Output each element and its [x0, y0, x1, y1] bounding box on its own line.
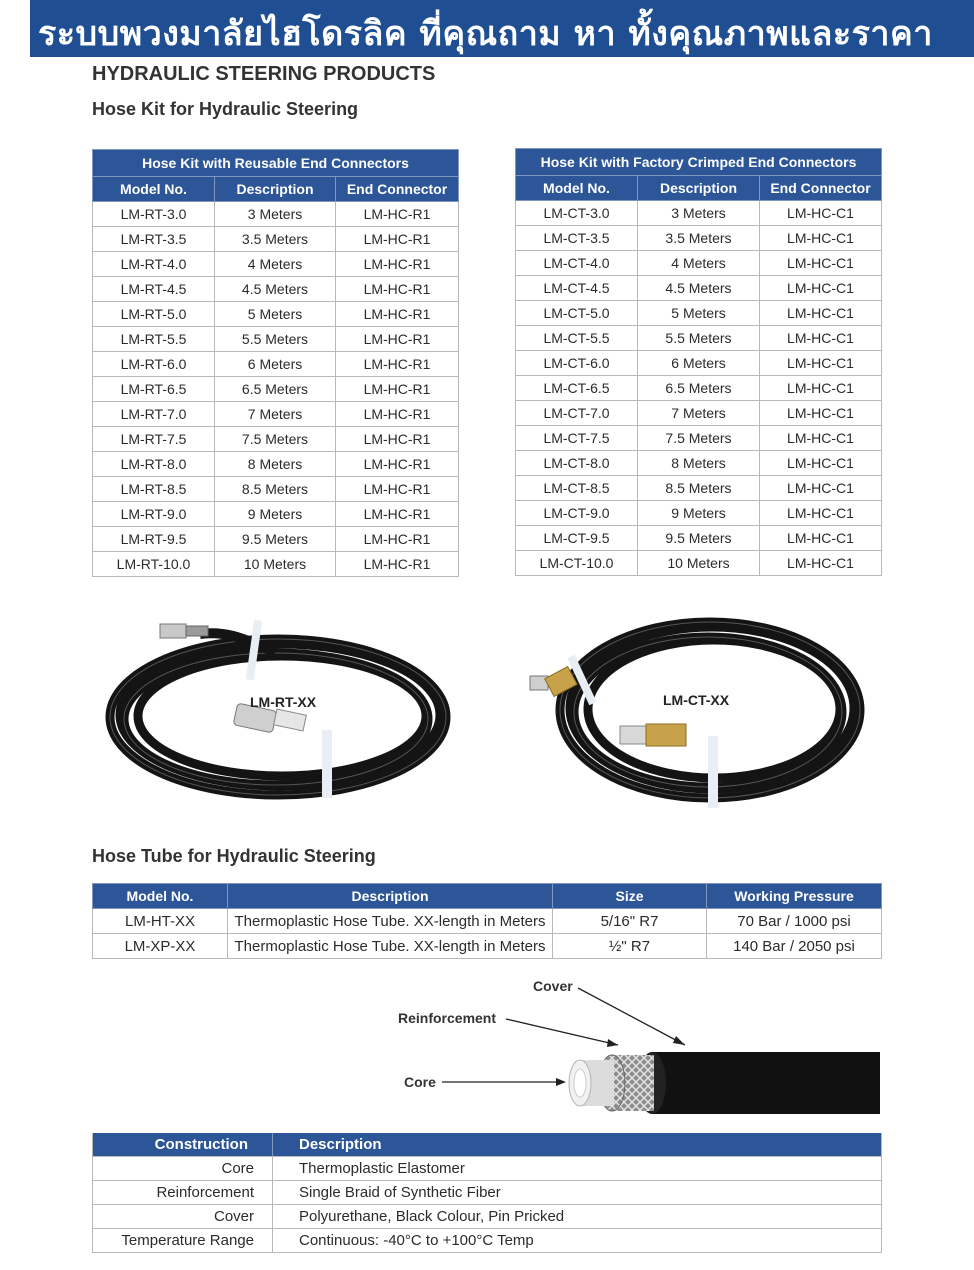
column-header: Construction — [93, 1133, 273, 1157]
table-row — [93, 202, 459, 227]
column-header: Description — [215, 177, 336, 202]
table-cell: Thermoplastic Hose Tube. XX-length in Meters — [228, 934, 553, 959]
table-cell: 8 Meters — [215, 452, 336, 477]
table-row — [516, 276, 882, 301]
table-row — [516, 301, 882, 326]
table-cell: 3.5 Meters — [638, 226, 760, 251]
table-cell: 4 Meters — [638, 251, 760, 276]
table-cell: LM-HC-C1 — [760, 201, 882, 226]
column-header: Model No. — [93, 177, 215, 202]
table-cell: LM-CT-4.0 — [516, 251, 638, 276]
table-cell: LM-HC-R1 — [336, 302, 459, 327]
table-row — [516, 551, 882, 576]
table-cell: LM-HC-C1 — [760, 326, 882, 351]
table-row — [93, 527, 459, 552]
table-row — [516, 501, 882, 526]
table-caption: Hose Kit with Factory Crimped End Connectors — [516, 149, 882, 176]
table-cell: LM-HC-C1 — [760, 301, 882, 326]
table-cell: LM-HC-C1 — [760, 426, 882, 451]
table-cell: LM-CT-6.0 — [516, 351, 638, 376]
table-row — [516, 476, 882, 501]
table-cell: 5 Meters — [215, 302, 336, 327]
table-cell: LM-CT-5.5 — [516, 326, 638, 351]
table-cell: 5/16" R7 — [553, 909, 707, 934]
table-cell: LM-XP-XX — [93, 934, 228, 959]
table-cell: LM-RT-4.5 — [93, 277, 215, 302]
table-cell: 9.5 Meters — [215, 527, 336, 552]
table-cell: 5.5 Meters — [215, 327, 336, 352]
table-row — [93, 252, 459, 277]
table-cell: Thermoplastic Elastomer — [273, 1157, 882, 1181]
table-cell: LM-HC-C1 — [760, 276, 882, 301]
table-cell: 9 Meters — [215, 502, 336, 527]
table-cell: LM-CT-3.5 — [516, 226, 638, 251]
banner-title: ระบบพวงมาลัยไฮโดรลิค ที่คุณถาม หา ทั้งคุณภาพและราคา — [38, 14, 933, 54]
table-cell: 8.5 Meters — [215, 477, 336, 502]
hose-construction-diagram — [380, 970, 890, 1120]
table-row — [516, 526, 882, 551]
table-cell: LM-RT-6.5 — [93, 377, 215, 402]
table-cell: LM-RT-5.5 — [93, 327, 215, 352]
table-cell: 3 Meters — [638, 201, 760, 226]
table-cell: LM-HC-C1 — [760, 226, 882, 251]
table-cell: LM-RT-5.0 — [93, 302, 215, 327]
table-cell: 7.5 Meters — [215, 427, 336, 452]
table-cell: LM-HC-R1 — [336, 477, 459, 502]
column-header: Description — [228, 884, 553, 909]
crimped-connectors-table — [515, 148, 882, 576]
hose-coil-rt-image — [100, 612, 460, 812]
table-cell: LM-CT-8.5 — [516, 476, 638, 501]
table-row — [93, 402, 459, 427]
table-cell: Core — [93, 1157, 273, 1181]
table-cell: LM-HC-R1 — [336, 502, 459, 527]
table-cell: 4.5 Meters — [215, 277, 336, 302]
table-cell: 10 Meters — [215, 552, 336, 577]
table-cell: LM-HC-C1 — [760, 501, 882, 526]
table-cell: LM-HC-C1 — [760, 251, 882, 276]
table-cell: LM-RT-6.0 — [93, 352, 215, 377]
table-cell: 8 Meters — [638, 451, 760, 476]
core-label: Core — [404, 1074, 436, 1090]
column-header: Size — [553, 884, 707, 909]
table-row — [93, 909, 882, 934]
table-cell: LM-HC-C1 — [760, 376, 882, 401]
section-title-hose-tube: Hose Tube for Hydraulic Steering — [92, 846, 376, 866]
table-cell: LM-HC-R1 — [336, 427, 459, 452]
table-cell: Thermoplastic Hose Tube. XX-length in Meters — [228, 909, 553, 934]
table-cell: LM-HC-C1 — [760, 351, 882, 376]
table-cell: Cover — [93, 1205, 273, 1229]
column-header: End Connector — [336, 177, 459, 202]
table-cell: 6 Meters — [638, 351, 760, 376]
table-cell: LM-HC-C1 — [760, 551, 882, 576]
table-cell: LM-HC-C1 — [760, 476, 882, 501]
table-cell: 7 Meters — [638, 401, 760, 426]
reusable-connectors-table — [92, 149, 459, 577]
table-cell: 7 Meters — [215, 402, 336, 427]
table-row — [516, 401, 882, 426]
table-cell: 4.5 Meters — [638, 276, 760, 301]
construction-table — [92, 1133, 882, 1253]
table-cell: 10 Meters — [638, 551, 760, 576]
table-cell: LM-HC-C1 — [760, 401, 882, 426]
cover-label: Cover — [533, 978, 573, 994]
table-row — [516, 201, 882, 226]
table-cell: LM-CT-7.5 — [516, 426, 638, 451]
hose-tube-table — [92, 883, 882, 959]
table-cell: 7.5 Meters — [638, 426, 760, 451]
table-row — [516, 426, 882, 451]
table-cell: Polyurethane, Black Colour, Pin Pricked — [273, 1205, 882, 1229]
table-cell: Reinforcement — [93, 1181, 273, 1205]
table-cell: LM-CT-9.5 — [516, 526, 638, 551]
table-cell: LM-RT-3.0 — [93, 202, 215, 227]
table-cell: LM-RT-9.0 — [93, 502, 215, 527]
table-cell: LM-CT-4.5 — [516, 276, 638, 301]
table-cell: LM-RT-4.0 — [93, 252, 215, 277]
table-row — [516, 251, 882, 276]
table-cell: LM-HC-R1 — [336, 452, 459, 477]
section-title-hose-kit: Hose Kit for Hydraulic Steering — [92, 99, 359, 119]
table-cell: LM-CT-3.0 — [516, 201, 638, 226]
page-title: HYDRAULIC STEERING PRODUCTS — [92, 63, 436, 85]
table-cell: LM-HC-R1 — [336, 527, 459, 552]
table-cell: 6.5 Meters — [638, 376, 760, 401]
table-cell: LM-RT-7.0 — [93, 402, 215, 427]
table-cell: LM-HC-R1 — [336, 402, 459, 427]
table-cell: LM-RT-9.5 — [93, 527, 215, 552]
table-cell: LM-RT-10.0 — [93, 552, 215, 577]
table-cell: ½" R7 — [553, 934, 707, 959]
column-header: Description — [273, 1133, 882, 1157]
table-cell: 5.5 Meters — [638, 326, 760, 351]
column-header: Working Pressure — [707, 884, 882, 909]
table-cell: LM-CT-7.0 — [516, 401, 638, 426]
table-cell: 9.5 Meters — [638, 526, 760, 551]
table-cell: LM-HC-C1 — [760, 451, 882, 476]
table-row — [93, 1205, 882, 1229]
table-cell: LM-CT-6.5 — [516, 376, 638, 401]
table-row — [93, 1229, 882, 1253]
column-header: Description — [638, 176, 760, 201]
table-cell: LM-RT-8.0 — [93, 452, 215, 477]
table-cell: LM-RT-8.5 — [93, 477, 215, 502]
table-cell: LM-HC-R1 — [336, 552, 459, 577]
table-row — [516, 451, 882, 476]
table-cell: LM-HC-C1 — [760, 526, 882, 551]
table-cell: LM-RT-7.5 — [93, 427, 215, 452]
table-cell: 70 Bar / 1000 psi — [707, 909, 882, 934]
rt-image-label: LM-RT-XX — [250, 694, 317, 710]
table-row — [93, 452, 459, 477]
table-cell: LM-HC-R1 — [336, 202, 459, 227]
table-cell: LM-HC-R1 — [336, 352, 459, 377]
table-cell: LM-CT-8.0 — [516, 451, 638, 476]
table-caption: Hose Kit with Reusable End Connectors — [93, 150, 459, 177]
column-header: Model No. — [516, 176, 638, 201]
table-row — [93, 327, 459, 352]
table-cell: Single Braid of Synthetic Fiber — [273, 1181, 882, 1205]
table-row — [93, 1157, 882, 1181]
table-cell: LM-HC-R1 — [336, 327, 459, 352]
table-row — [93, 477, 459, 502]
table-cell: LM-RT-3.5 — [93, 227, 215, 252]
table-row — [516, 351, 882, 376]
table-cell: LM-CT-10.0 — [516, 551, 638, 576]
table-row — [516, 226, 882, 251]
column-header: Model No. — [93, 884, 228, 909]
table-cell: LM-HT-XX — [93, 909, 228, 934]
ct-image-label: LM-CT-XX — [663, 692, 730, 708]
table-cell: Continuous: -40°C to +100°C Temp — [273, 1229, 882, 1253]
table-row — [93, 502, 459, 527]
table-cell: LM-HC-R1 — [336, 252, 459, 277]
table-row — [516, 376, 882, 401]
table-cell: LM-HC-R1 — [336, 227, 459, 252]
hose-coil-ct-image — [520, 612, 880, 812]
table-cell: 5 Meters — [638, 301, 760, 326]
table-row — [93, 427, 459, 452]
table-cell: LM-CT-5.0 — [516, 301, 638, 326]
top-banner — [30, 0, 974, 57]
table-cell: 6.5 Meters — [215, 377, 336, 402]
table-row — [93, 552, 459, 577]
table-cell: 9 Meters — [638, 501, 760, 526]
table-cell: 3.5 Meters — [215, 227, 336, 252]
table-cell: 3 Meters — [215, 202, 336, 227]
table-row — [93, 352, 459, 377]
table-cell: 6 Meters — [215, 352, 336, 377]
table-cell: LM-CT-9.0 — [516, 501, 638, 526]
table-row — [93, 277, 459, 302]
column-header: End Connector — [760, 176, 882, 201]
table-row — [93, 302, 459, 327]
table-cell: 140 Bar / 2050 psi — [707, 934, 882, 959]
table-row — [93, 934, 882, 959]
table-cell: 4 Meters — [215, 252, 336, 277]
reinforcement-label: Reinforcement — [398, 1010, 497, 1026]
table-cell: LM-HC-R1 — [336, 277, 459, 302]
table-row — [516, 326, 882, 351]
table-row — [93, 1181, 882, 1205]
table-row — [93, 227, 459, 252]
table-row — [93, 377, 459, 402]
table-cell: 8.5 Meters — [638, 476, 760, 501]
table-cell: LM-HC-R1 — [336, 377, 459, 402]
table-cell: Temperature Range — [93, 1229, 273, 1253]
